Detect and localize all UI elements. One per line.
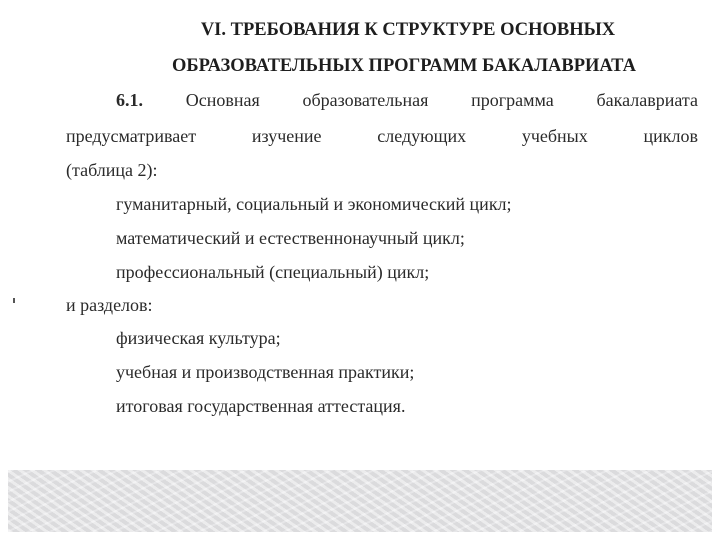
section-item: учебная и производственная практики; (116, 362, 415, 382)
section-item: итоговая государственная аттестация. (116, 396, 406, 416)
paragraph-word: образовательная (302, 90, 429, 110)
decorative-footer-band (8, 470, 712, 532)
cycle-item: гуманитарный, социальный и экономический цикл; (116, 194, 512, 214)
paragraph-word: следующих (377, 126, 467, 146)
section-title-line-1: VI. ТРЕБОВАНИЯ К СТРУКТУРЕ ОСНОВНЫХ (200, 20, 616, 40)
paragraph-line-3: (таблица 2): (66, 160, 158, 180)
section-title-line-2: ОБРАЗОВАТЕЛЬНЫХ ПРОГРАММ БАКАЛАВРИАТА (172, 56, 636, 76)
paragraph-word: циклов (643, 126, 698, 146)
stray-mark (13, 298, 15, 303)
paragraph-word: изучение (251, 126, 322, 146)
paragraph-word: предусматривает (66, 126, 197, 146)
paragraph-number: 6.1. (116, 90, 143, 110)
paragraph-line-2 (66, 126, 698, 147)
cycle-item: профессиональный (специальный) цикл; (116, 262, 430, 282)
cycle-item: математический и естественнонаучный цикл; (116, 228, 465, 248)
paragraph-word: Основная (185, 90, 260, 110)
section-item: физическая культура; (116, 328, 281, 348)
sections-intro: и разделов: (66, 295, 153, 315)
paragraph-word: бакалавриата (596, 90, 698, 110)
paragraph-word: программа (471, 90, 554, 110)
paragraph-line-1 (116, 90, 698, 111)
paragraph-word: учебных (521, 126, 588, 146)
